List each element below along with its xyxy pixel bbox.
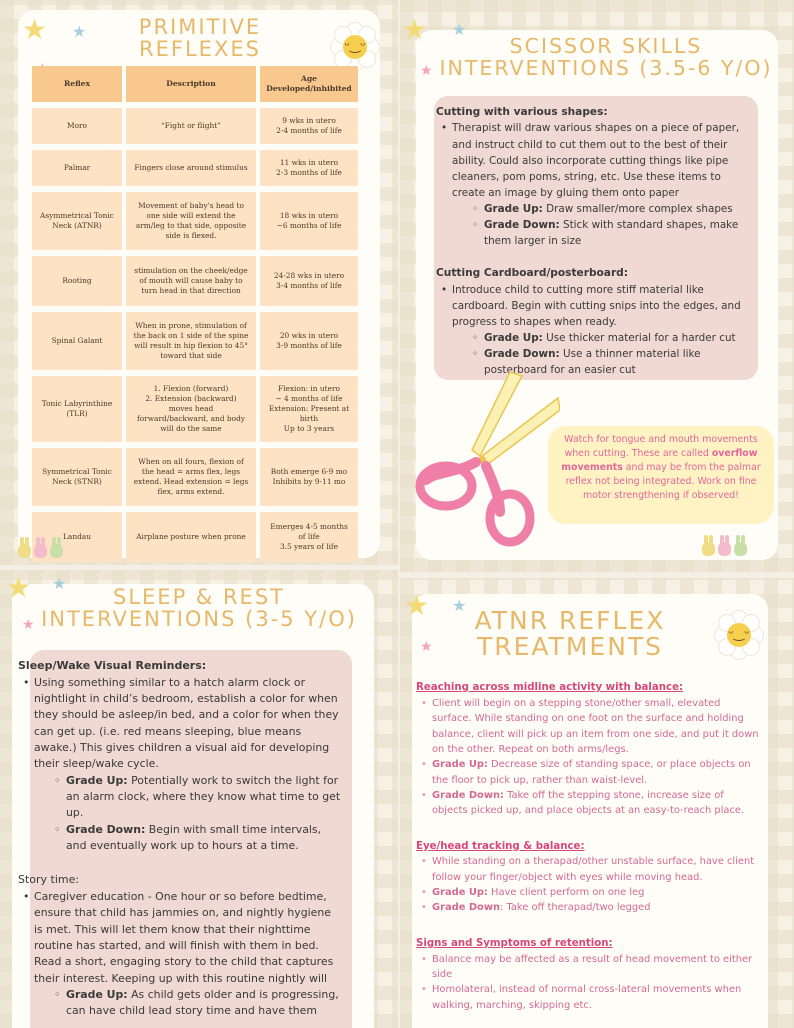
grade-down-item: ◦ Grade Down: Stick with standard shapes, make them larger in size	[452, 217, 750, 249]
section-heading: Signs and Symptoms of retention:	[416, 937, 613, 949]
star-icon: ★	[22, 13, 48, 46]
grade-up-item: ◦ Grade Up: Draw smaller/more complex shapes	[452, 201, 750, 217]
star-icon: ★	[420, 639, 433, 655]
bullet-list	[416, 952, 760, 1013]
overflow-movements-note: Watch for tongue and mouth movements when cutting. These are called overflow movements and may be from the palmar reflex not being integrated. Work on fine motor strengthening if observed!	[548, 426, 774, 524]
cell-line: Flexion: in utero	[277, 384, 340, 394]
cell-line: 3-4 months of life	[276, 281, 342, 290]
primitive-reflexes-panel	[0, 0, 398, 565]
cell-line: Tonic Labyrinthine	[41, 399, 113, 409]
age-cell	[260, 108, 358, 144]
reflex-cell	[32, 150, 122, 186]
cell-line: 20 wks in utero	[279, 331, 339, 341]
description-cell	[126, 376, 256, 442]
cell-line: Both emerge 6-9 mo	[270, 467, 348, 477]
cell-line: Symmetrical Tonic	[42, 467, 112, 477]
list-item: • Balance may be affected as a result of head movement to either side	[416, 952, 760, 983]
table-row	[32, 256, 362, 306]
reflex-cell	[32, 448, 122, 506]
title-line: REFLEXES	[139, 37, 261, 62]
cell-line: extend. Head extension = legs	[133, 477, 249, 486]
cell-line: of life	[298, 532, 320, 541]
age-cell	[260, 448, 358, 506]
description-cell	[126, 150, 256, 186]
star-icon: ★	[402, 13, 428, 46]
bullet-list	[18, 675, 342, 855]
bunny-icon	[18, 536, 66, 563]
list-item: • While standing on a therapad/other unstable surface, have client follow your finger/object with eyes while moving head.	[416, 854, 760, 885]
cell-line: flex, arms extend.	[157, 486, 225, 496]
cell-line: Neck (ATNR)	[52, 221, 102, 230]
cell-line: Emerges 4-5 months	[270, 522, 348, 532]
reflex-cell	[32, 256, 122, 306]
sleep-content-box	[18, 650, 352, 1028]
age-cell	[260, 512, 358, 562]
star-icon: ★	[404, 589, 430, 622]
cell-line: (TLR)	[66, 409, 88, 418]
bunny-icon	[702, 534, 750, 561]
grade-down-item: ◦ Grade Down: Begin with small time intervals, and eventually work up to hours at a time.	[34, 822, 342, 855]
age-cell	[260, 312, 358, 370]
cell-line: Moro	[67, 121, 87, 130]
bullet-list	[416, 696, 760, 819]
cell-line: will do the same	[160, 423, 222, 433]
grade-up-item: • Grade Up: Decrease size of standing space, or place objects on the floor to pick up, rather than waist-level.	[416, 757, 760, 788]
grade-down-item: ◦ Grade Down: Use a thinner material like posterboard for an easier cut	[452, 346, 750, 378]
star-icon: ★	[22, 617, 35, 633]
cell-line: Neck (STNR)	[52, 477, 102, 486]
header-age: Age Developed/inhibited	[260, 66, 358, 102]
scissor-content-box	[434, 96, 758, 380]
cell-line: forward/backward, and body	[137, 413, 245, 423]
title-line: INTERVENTIONS (3.5-6 Y/O)	[439, 55, 773, 80]
cell-line: one side will extend the	[146, 211, 236, 221]
page-title	[440, 608, 700, 661]
scissors-icon	[410, 368, 560, 548]
table-row	[32, 312, 362, 370]
section-heading: Story time:	[18, 873, 80, 887]
cell-line: 1. Flexion (forward)	[153, 384, 229, 394]
atnr-content	[414, 676, 766, 1013]
description-cell	[126, 448, 256, 506]
cell-line: arm/leg to that side, opposite	[135, 221, 247, 230]
grade-down-item: • Grade Down: Take off therapad/two legged	[416, 900, 760, 915]
age-cell	[260, 376, 358, 442]
cell-line: 3.5 years of life	[279, 541, 339, 551]
title-line: SCISSOR SKILLS	[509, 34, 703, 58]
cell-line: of mouth will cause baby to	[139, 276, 243, 285]
cell-line: Spinal Galant	[51, 336, 103, 345]
list-item: • Therapist will draw various shapes on a piece of paper, and instruct child to cut them out to the best of their ability. Could also incorporate cutting things like pipe cleaners, pom poms, string, etc. Use these items to create an image by gluing them onto paper ◦ Grade Up: Draw smaller/more complex shapes ◦ Grade Down: Stick with standard shapes, make them larger in size	[436, 120, 750, 249]
description-cell	[126, 192, 256, 250]
cell-line: Extension: Present at	[268, 404, 350, 413]
page-title	[428, 36, 784, 79]
star-icon: ★	[52, 574, 67, 593]
title-line: SLEEP & REST	[113, 585, 285, 609]
cell-line: 9 wks in utero	[282, 116, 336, 126]
section-heading: Cutting Cardboard/posterboard:	[436, 267, 629, 280]
bullet-list	[416, 854, 760, 915]
age-cell	[260, 192, 358, 250]
cell-line: Movement of baby's head to	[138, 201, 244, 211]
cell-line: “Fight or flight”	[161, 121, 221, 130]
list-item: • Introduce child to cutting more stiff material like cardboard. Begin with cutting snips into the edges, and progress to shapes when ready. ◦ Grade Up: Use thicker material for a harder cut ◦ Grade Down: Use a thinner material like posterboard for an easier cut	[436, 282, 750, 379]
scissor-skills-panel	[400, 0, 794, 572]
reflex-cell	[32, 376, 122, 442]
description-cell	[126, 256, 256, 306]
cell-line: 2-4 months of life	[276, 126, 342, 135]
cell-line: stimulation on the cheek/edge	[134, 266, 248, 276]
bullet-list	[18, 889, 342, 1020]
sun-flower-icon: ᵕ‿ᵕ	[716, 612, 762, 658]
header-description: Description	[126, 66, 256, 102]
star-icon: ★	[452, 596, 467, 615]
table-row	[32, 448, 362, 506]
cell-line: the head = arms flex, legs	[141, 467, 241, 477]
sleep-rest-panel	[0, 570, 398, 1028]
list-item: • Client will begin on a stepping stone/other small, elevated surface. While standing on one foot on the surface and holding balance, client will pick up an item from one side, and put it down on the other. Repeat on both arms/legs.	[416, 696, 760, 757]
cell-line: 18 wks in utero	[279, 211, 339, 221]
title-line: ATNR REFLEX	[474, 606, 666, 635]
cell-line: When on all fours, flexion of	[138, 457, 244, 467]
list-item: • Using something similar to a hatch alarm clock or nightlight in child’s bedroom, establish a color for when they should be asleep/in bed, and a color for when they can get up. (i.e. red means sleeping, blue means awake.) This gives children a visual aid for developing their sleep/wake cycle. ◦ Grade Up: Potentially work to switch the light for an alarm clock, where they know what time to get up. ◦ Grade Down: Begin with small time intervals, and eventually work up to hours at a time.	[18, 675, 342, 855]
section-heading: Sleep/Wake Visual Reminders:	[18, 659, 207, 672]
star-icon: ★	[452, 20, 467, 39]
cell-line: Asymmetrical Tonic	[40, 211, 114, 221]
section-heading: Reaching across midline activity with balance:	[416, 682, 684, 693]
header-reflex: Reflex	[32, 66, 122, 102]
cell-line: moves head	[168, 404, 214, 413]
cell-line: Rooting	[62, 276, 92, 285]
cell-line: Palmar	[63, 163, 91, 172]
grade-up-item: ◦ Grade Up: As child gets older and is progressing, can have child lead story time and have them	[34, 987, 342, 1020]
title-line: INTERVENTIONS (3-5 Y/O)	[41, 607, 357, 632]
reflex-cell	[32, 108, 122, 144]
title-line: PRIMITIVE	[138, 15, 262, 39]
age-cell	[260, 256, 358, 306]
cell-line: Inhibits by 9-11 mo	[272, 477, 346, 486]
star-icon: ★	[420, 63, 433, 79]
list-item: • Caregiver education - One hour or so before bedtime, ensure that child has jammies on, and nightly hygiene is met. This will let them know that their nighttime routine has started, and will finish with them in bed. Read a short, engaging story to the child that captures their interest. Keeping up with this routine nightly will ◦ Grade Up: As child gets older and is progressing, can have child lead story time and have them	[18, 889, 342, 1020]
title-line: TREATMENTS	[476, 632, 664, 662]
table-row	[32, 150, 362, 186]
cell-line: birth	[299, 413, 319, 423]
section-heading: Eye/head tracking & balance:	[416, 840, 585, 852]
cell-line: Landau	[63, 532, 91, 541]
grade-up-item: ◦ Grade Up: Use thicker material for a harder cut	[452, 330, 750, 346]
age-cell	[260, 150, 358, 186]
reflex-cell	[32, 192, 122, 250]
table-row	[32, 376, 362, 442]
table-header-row	[32, 66, 362, 102]
cell-line: 11 wks in utero	[279, 158, 339, 168]
cell-line: Fingers close around stimulus	[134, 163, 248, 172]
sun-flower-icon: ᵕ‿ᵕ	[332, 24, 378, 70]
star-icon: ★	[72, 22, 87, 41]
description-cell	[126, 312, 256, 370]
cell-line: the back on 1 side of the spine	[133, 331, 249, 341]
section-heading: Cutting with various shapes:	[436, 106, 608, 118]
cell-line: 2-3 months of life	[276, 168, 342, 177]
cell-line: ~6 months of life	[276, 221, 342, 230]
grade-up-item: ◦ Grade Up: Potentially work to switch the light for an alarm clock, where they know what time to get up.	[34, 773, 342, 822]
bullet-list	[436, 120, 750, 249]
description-cell	[126, 512, 256, 562]
cell-line: When in prone, stimulation of	[135, 321, 247, 331]
cell-line: 2. Extension (backward)	[145, 394, 237, 404]
table-row	[32, 108, 362, 144]
bullet-list	[436, 282, 750, 379]
page-title	[26, 586, 372, 630]
cell-line: toward that side	[160, 350, 222, 360]
cell-line: Airplane posture when prone	[136, 532, 246, 541]
cell-line: turn head in that direction	[141, 285, 241, 295]
star-icon: ★	[6, 571, 32, 604]
cell-line: ~ 4 months of life	[275, 394, 343, 404]
grade-down-item: • Grade Down: Take off the stepping stone, increase size of objects picked up, and place objects at an easy-to-reach place.	[416, 788, 760, 819]
list-item: • Homolateral, instead of normal cross-lateral movements when walking, marching, skipping etc.	[416, 982, 760, 1013]
grade-up-item: • Grade Up: Have client perform on one leg	[416, 885, 760, 900]
reflex-table	[32, 66, 362, 565]
atnr-treatments-panel	[400, 578, 794, 1028]
cell-line: Up to 3 years	[283, 423, 335, 433]
reflex-cell	[32, 312, 122, 370]
description-cell	[126, 108, 256, 144]
cell-line: side is flexed.	[165, 230, 217, 240]
table-body	[32, 108, 362, 562]
cell-line: 3-9 months of life	[276, 341, 342, 350]
page-title	[110, 16, 290, 60]
cell-line: will result in hip flexion to 45°	[134, 341, 248, 350]
cell-line: 24-28 wks in utero	[273, 271, 345, 281]
table-row	[32, 512, 362, 562]
table-row	[32, 192, 362, 250]
